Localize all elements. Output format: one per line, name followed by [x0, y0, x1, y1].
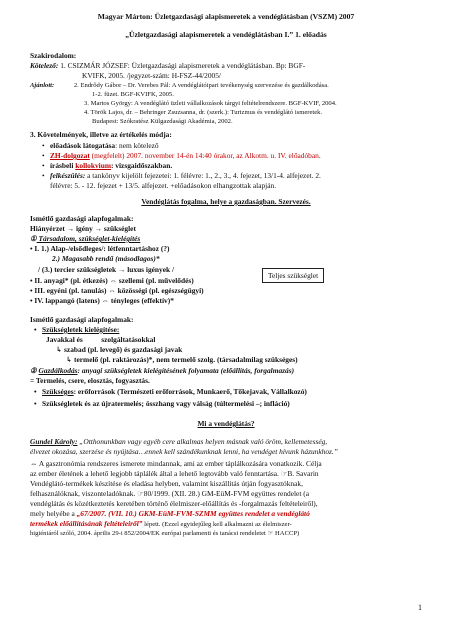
paragraph-line-2: az ember életének a lehető legjobb táplálék által a lehető legtovább való fenntartása. ☞B. Savarin	[30, 469, 319, 478]
need-type-3: / (3.) tercier szükségletek → luxus igények /	[38, 265, 175, 274]
number-two-icon: ②	[30, 366, 37, 375]
satisfaction-heading: • Szükségletek kielégítése:	[42, 325, 452, 334]
mandatory-line-2: KVIFK, 2005. /jegyzet-szám: H-FSZ-44/2005/	[82, 71, 221, 80]
need-type-5: • III. egyéni (pl. tanulás) ⇔ közösségi (pl. egészségügyi)	[30, 286, 204, 295]
decree-title: termékek előállításának feltételeiről”	[30, 519, 143, 528]
paragraph-line-3: Vendéglátó-termékek készítése és eladása helyben, valamint kiszállítás útján fogyasztóknak,	[30, 479, 303, 488]
recommended-line-3a: 4. Török Lajos, dr. – Behringer Zsuzsanna, dr. (szerk.): Turizmus és vendéglátó ismeretek.	[84, 109, 323, 116]
need-type-6: • IV. lappangó (latens) ⇔ tényleges (effektív)*	[30, 296, 174, 305]
preparation-line-2: félévre: 5. - 12. fejezet + 13/5. alfejezet. +előadásokon elhangzottak alapján.	[50, 181, 277, 190]
free-goods-line: ↳ szabad (pl. levegő) és gazdasági javak	[56, 345, 183, 354]
mandatory-text-1: 1. CSIZMÁR JÓZSEF: Üzletgazdasági alapismeretek a vendéglátásban. Bp: BGF-	[60, 61, 306, 70]
preparation-value: a tankönyv kijelölt fejezetei: 1. félévre: 1., 2., 3., 4. fejezet, 13/1-4. alfejezet. 2.	[85, 171, 321, 180]
paragraph-line-1: ⇔ A gasztronómia rendszeres ismerete mindannak, ami az ember táplálkozására vonatkozik. Célja	[30, 459, 322, 468]
attendance-value: : nem kötelező	[115, 141, 159, 150]
zh-label: ZH-dolgozat	[50, 151, 90, 160]
need-type-1: • I. 1.) Alap-/elsődleges/: létfenntartáshoz (?)	[30, 244, 170, 253]
resources-line	[42, 387, 452, 396]
section-title-what-is: Mi a vendéglátás?	[197, 419, 255, 428]
produced-goods-line: ↳ termelő (pl. raktározás)*, nem termelő szolg. (társadalmilag szükséges)	[66, 355, 298, 364]
exam-prefix: írásbeli	[50, 161, 76, 170]
economy-definition: : anyagi szükségletek kielégítésének folyamata (előállítás, forgalmazás)	[77, 366, 295, 375]
section-title-hospitality: Vendéglátás fogalma, helye a gazdaságban. Szervezés.	[141, 197, 311, 206]
recommended-line-1b: 1-2. füzet. BGF-KVIFK, 2005.	[92, 91, 174, 98]
recommended-line-3b: Budapest: Szókratész Külgazdasági Akadémia, 2002.	[92, 118, 233, 125]
recommended-line-1	[30, 82, 452, 90]
economy-line	[30, 366, 452, 375]
exam-value: : vizsgaidőszakban.	[111, 161, 173, 170]
recommended-text-1a: 2. Endrődy Gábor – Dr. Verebes Pál: A vendéglátóipari tevékenység szervezése és gazdálkodása.	[73, 82, 329, 89]
requirement-preparation	[50, 171, 452, 180]
requirement-exam	[50, 161, 452, 170]
need-type-4: • II. anyagi* (pl. étkezés) ⇔ szellemi (pl. művelődés)	[30, 276, 194, 285]
paragraph-line-7	[30, 519, 452, 529]
recommended-label: Ajánlott:	[30, 82, 55, 89]
quote-author: Gundel Károly:	[30, 437, 78, 446]
page-number: 1	[418, 603, 422, 612]
document-title: Magyar Márton: Üzletgazdasági alapismeretek a vendéglátásban (VSZM) 2007	[97, 12, 355, 21]
lecture-title: „Üzletgazdasági alapismeretek a vendéglátásban I.” 1. előadás	[125, 30, 327, 39]
preparation-label: felkészülés:	[50, 171, 86, 180]
paragraph-6-prefix: mely helyébe a	[30, 509, 77, 518]
concepts-heading-1: Ismétlő gazdasági alapfogalmak:	[30, 214, 134, 223]
paragraph-7-rest: lépett. (Ezzel egyidejűleg kell alkalmazni az élelmiszer-	[142, 521, 292, 528]
recommended-line-2: 3. Martos György: A vendéglátó üzleti vállalkozások tárgyi feltételrendszere. BGF-KVIF, 2004.	[84, 100, 337, 107]
resources-text: : erőforrások (Természeti erőforrások, Munkaerő, Tőkejavak, Vállalkozó)	[73, 387, 307, 396]
concepts-heading-2: Ismétlő gazdasági alapfogalmak:	[30, 315, 134, 324]
economy-label: Gazdálkodás	[38, 366, 78, 375]
paragraph-line-6	[30, 509, 452, 518]
paragraph-line-4: felhasználóknak, viszonteladóknak. ☞80/1999. (XII. 28.) GM-EüM-FVM együttes rendelet (a	[30, 489, 309, 498]
literature-heading: Szakirodalom:	[30, 51, 77, 60]
number-one-icon: ①	[30, 234, 37, 243]
society-label: Társadalom, szükséglet-kielégítés	[36, 234, 141, 243]
decree-reference: „67/2007. (VII. 10.) GKM-EüM-FVM-SZMM együttes rendelet a vendéglátó	[76, 509, 310, 518]
paragraph-line-8: higiéniáról szóló, 2004. április 29-i 852/2004/EK európai parlamenti és tanácsi rendeletet ☞ HACCP)	[30, 530, 300, 537]
requirement-zh	[50, 151, 452, 160]
requirement-attendance	[50, 141, 452, 150]
resources-label: Szükséges	[42, 387, 74, 396]
zh-value: (megfelelt) 2007. november 14-én 14:40 órakor, az Alkotm. u. IV. előadóban.	[89, 151, 321, 160]
requirements-heading: 3. Követelmények, illetve az értékelés módja:	[30, 130, 172, 139]
quote-line-1	[30, 437, 452, 446]
goods-line: Javakkal és szolgáltatásokkal	[46, 335, 156, 344]
attendance-label: előadások látogatása	[50, 141, 116, 150]
mandatory-line-1	[30, 61, 452, 70]
mandatory-label: Kötelező:	[30, 61, 59, 70]
total-need-box: Teljes szükséglet	[262, 268, 324, 283]
paragraph-line-5: vendéglátás és közétkeztetés keretében történő élelmiszer-előállítás és -forgalmazás feltételeiről),	[30, 499, 318, 508]
economy-equation: = Termelés, csere, elosztás, fogyasztás.	[30, 376, 150, 385]
reproduction-line: • Szükségletek és az újratermelés; összhang vagy válság (túltermelési –; infláció)	[42, 399, 452, 408]
need-chain: Hiányérzet → igény → szükséglet	[30, 224, 136, 233]
quote-line-2: élvezet okozása, szerzése és nyújtása…ennek kell szándékunknak lenni, ha vendéget hívunk házunkhoz.”	[30, 447, 338, 456]
quote-text-1: „Otthonunkban vagy egyéb cere alkalmas helyen másnak való öröm, kellemetesség,	[77, 437, 328, 446]
society-heading	[30, 234, 452, 243]
need-type-2: 2.) Magasabb rendű (másodlagos)*	[52, 254, 160, 263]
exam-label: kollokvium	[75, 161, 111, 170]
